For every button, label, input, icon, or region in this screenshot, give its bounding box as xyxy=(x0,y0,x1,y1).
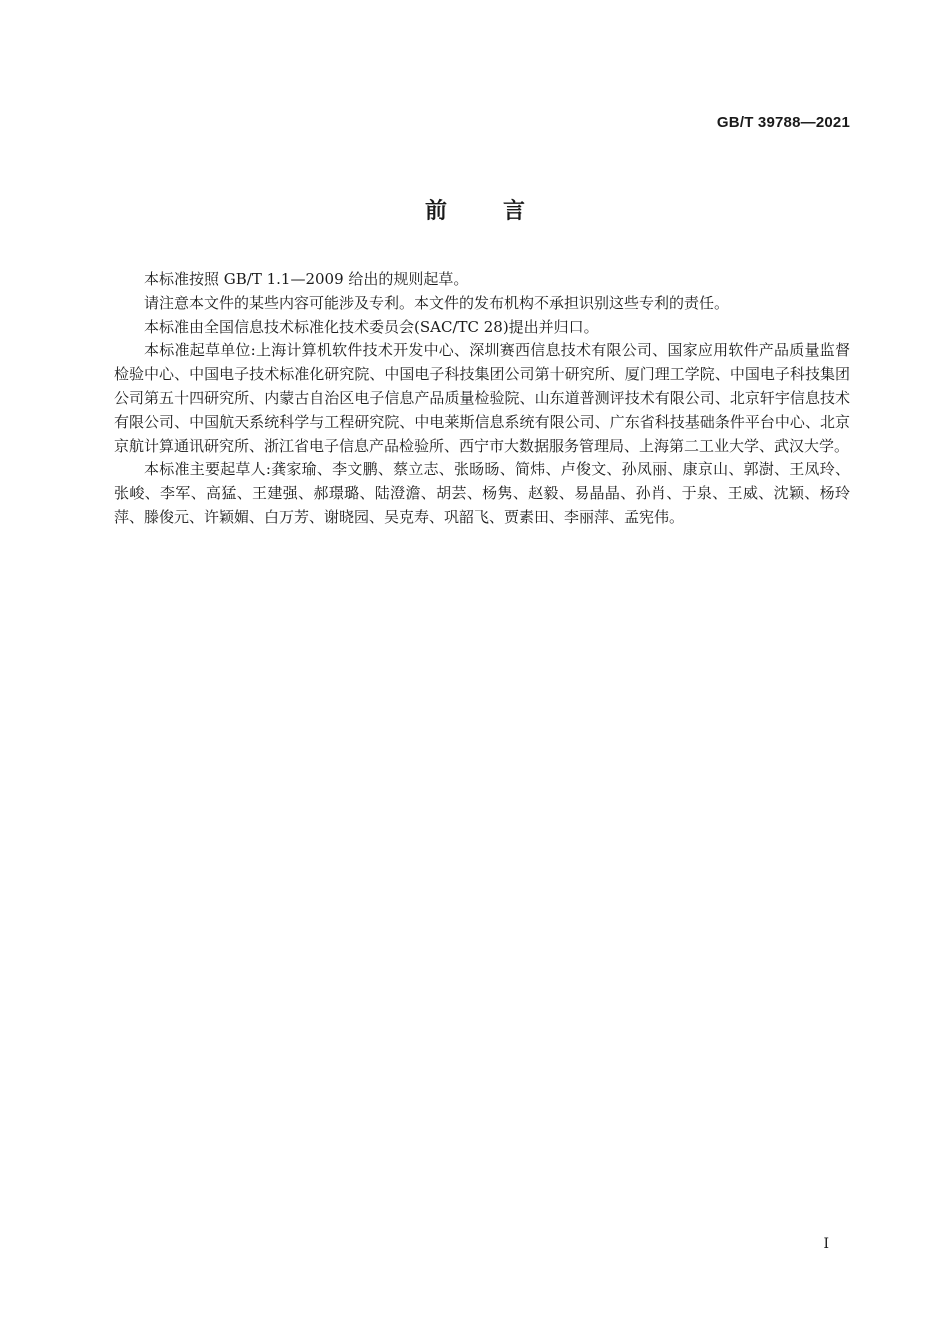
paragraph-main-drafters: 本标准主要起草人:龚家瑜、李文鹏、蔡立志、张旸旸、简炜、卢俊文、孙凤丽、康京山、郭澍、王凤玲、张峻、李军、高猛、王建强、郝璟璐、陆澄澹、胡芸、杨隽、赵毅、易晶晶、孙肖、于泉、王威、沈颖、杨玲萍、滕俊元、许颖媚、白万芳、谢晓园、吴克寿、巩韶飞、贾素田、李丽萍、孟宪伟。 xyxy=(114,460,850,526)
page-number: I xyxy=(823,1236,829,1252)
paragraph-drafting-rules: 本标准按照 GB/T 1.1—2009 给出的规则起草。 xyxy=(144,270,469,288)
page-title: 前言 xyxy=(424,199,581,224)
standard-number: GB/T 39788—2021 xyxy=(716,114,850,131)
paragraph-drafting-units: 本标准起草单位:上海计算机软件技术开发中心、深圳赛西信息技术有限公司、国家应用软件产品质量监督检验中心、中国电子技术标准化研究院、中国电子科技集团公司第十研究所、厦门理工学院、中国电子科技集团公司第五十四研究所、内蒙古自治区电子信息产品质量检验院、山东道普测评技术有限公司、北京轩宇信息技术有限公司、中国航天系统科学与工程研究院、中电莱斯信息系统有限公司、广东省科技基础条件平台中心、北京京航计算通讯研究所、浙江省电子信息产品检验所、西宁市大数据服务管理局、上海第二工业大学、武汉大学。 xyxy=(114,341,850,455)
paragraph-proposed-by: 本标准由全国信息技术标准化技术委员会(SAC/TC 28)提出并归口。 xyxy=(144,317,599,336)
foreword-body xyxy=(114,268,850,530)
paragraph-patent-notice: 请注意本文件的某些内容可能涉及专利。本文件的发布机构不承担识别这些专利的责任。 xyxy=(144,293,730,312)
